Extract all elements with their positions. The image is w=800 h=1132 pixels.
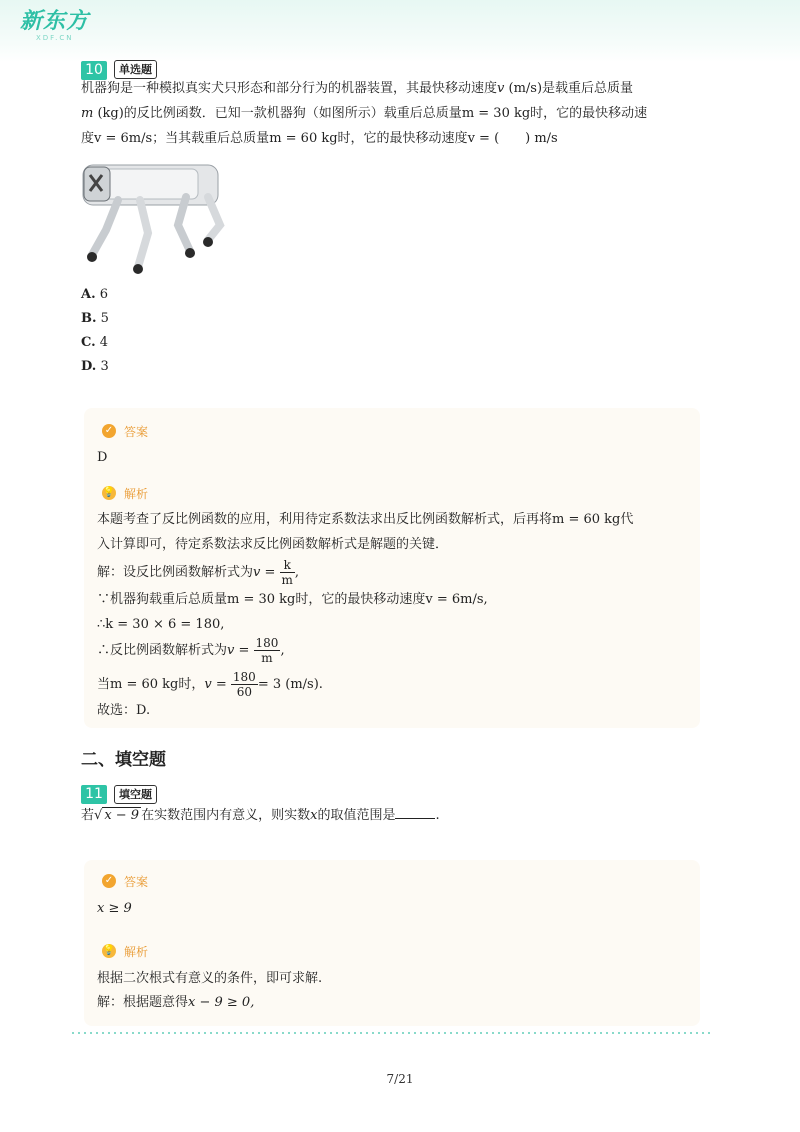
robot-dog-image [78, 155, 238, 280]
analysis-line-1: 根据二次根式有意义的条件，即可求解. [97, 971, 323, 986]
solution-line-2: ∵机器狗载重后总质量m = 30 kg时，它的最快移动速度v = 6m/s, [97, 592, 488, 607]
analysis-title: 解析 [124, 945, 149, 959]
check-icon: ✓ [102, 874, 116, 888]
question-text-line-1: 机器狗是一种模拟真实犬只形态和部分行为的机器装置，其最快移动速度v (m/s)是载重后总质量 [81, 81, 634, 96]
answer-value: x ≥ 9 [97, 901, 132, 916]
question-number-badge: 10 [81, 61, 107, 80]
header-band [0, 0, 800, 62]
check-icon: ✓ [102, 424, 116, 438]
answer-title: 答案 [124, 875, 149, 889]
answer-title: 答案 [124, 425, 149, 439]
answer-box-q10 [84, 408, 700, 728]
dotted-divider [70, 1032, 710, 1034]
solution-line-3: ∴k = 30 × 6 = 180, [97, 617, 225, 632]
question-type-tag: 填空题 [114, 785, 157, 804]
option-c: C. 4 [81, 335, 109, 350]
lightbulb-icon: 💡 [102, 487, 116, 498]
answer-box-q11 [84, 860, 700, 1026]
solution-line-4: ∴反比例函数解析式为v = $\frac{180}{m}$ , [97, 636, 285, 665]
solution-line-6: 故选：D. [97, 703, 151, 718]
question-number-badge: 11 [81, 785, 107, 804]
analysis-line-2: 解：根据题意得x − 9 ≥ 0, [97, 995, 255, 1010]
question-text-line-3: 度v = 6m/s；当其载重后总质量m = 60 kg时，它的最快移动速度v = ( ) m/s [81, 131, 558, 146]
section-title: 二、填空题 [81, 750, 166, 770]
option-b: B. 5 [81, 311, 109, 326]
solution-line-5: 当m = 60 kg时，v = $\frac{180}{60}$ = 3 (m/s). [97, 670, 323, 699]
logo [20, 10, 89, 42]
answer-value: D [97, 450, 108, 465]
answer-blank [395, 806, 435, 819]
analysis-line-1: 本题考查了反比例函数的应用，利用待定系数法求出反比例函数解析式，后再将m = 60 kg代 [97, 512, 634, 527]
page-number: 7/21 [386, 1072, 414, 1086]
option-a: A. 6 [81, 287, 109, 302]
question-text-line-2: m (kg)的反比例函数．已知一款机器狗（如图所示）载重后总质量m = 30 kg时，它的最快移动速 [81, 106, 648, 121]
analysis-title: 解析 [124, 487, 149, 501]
question-11-text: 若√ x − 9 在实数范围内有意义，则实数x的取值范围是 . [81, 808, 440, 823]
logo-text: 新东方 [20, 9, 90, 34]
option-d: D. 3 [81, 359, 109, 374]
solution-line-1: 解：设反比例函数解析式为v = $\frac{k}{m}$ , [97, 558, 300, 587]
lightbulb-icon: 💡 [102, 945, 116, 956]
question-type-tag: 单选题 [114, 60, 157, 79]
analysis-line-2: 入计算即可，待定系数法求反比例函数解析式是解题的关键． [97, 537, 449, 552]
logo-subtext: XDF.CN [36, 34, 74, 42]
